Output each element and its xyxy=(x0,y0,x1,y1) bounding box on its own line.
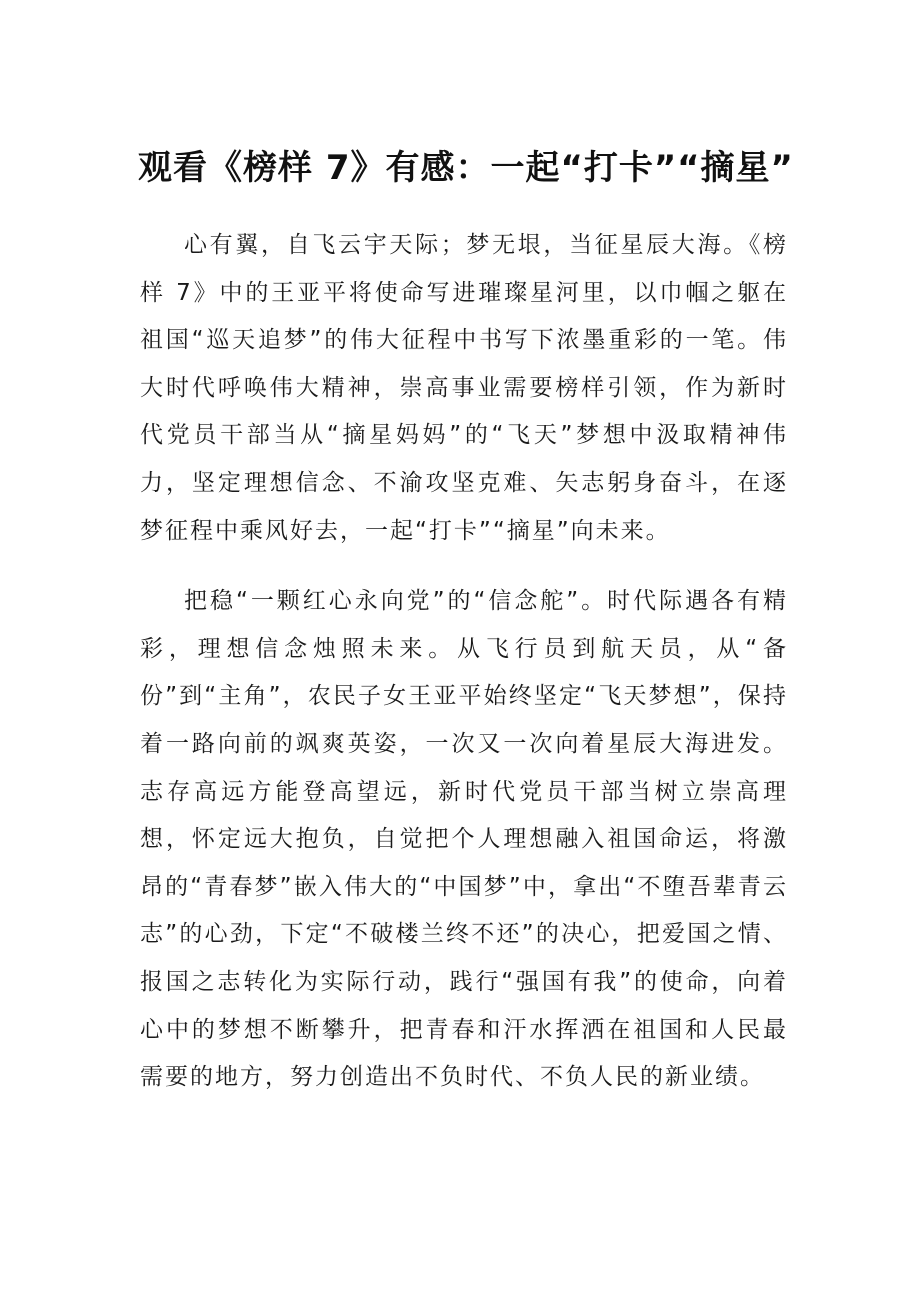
document-body xyxy=(140,222,788,1102)
document-title: 观看《榜样 7》有感：一起“打卡”“摘星” xyxy=(138,148,794,188)
paragraph-2: 把稳“一颗红心永向党”的“信念舵”。时代际遇各有精彩，理想信念烛照未来。从飞行员到航天员，从“备份”到“主角”，农民子女王亚平始终坚定“飞天梦想”，保持着一路向前的飒爽英姿，一次又一次向着星辰大海进发。志存高远方能登高望远，新时代党员干部当树立崇高理想，怀定远大抱负，自觉把个人理想融入祖国命运，将激昂的“青春梦”嵌入伟大的“中国梦”中，拿出“不堕吾辈青云志”的心劲，下定“不破楼兰终不还”的决心，把爱国之情、报国之志转化为实际行动，践行“强国有我”的使命，向着心中的梦想不断攀升，把青春和汗水挥洒在祖国和人民最需要的地方，努力创造出不负时代、不负人民的新业绩。 xyxy=(140,588,788,1091)
paragraph-1: 心有翼，自飞云宇天际；梦无垠，当征星辰大海。《榜样 7》中的王亚平将使命写进璀璨星河里，以巾帼之躯在祖国“巡天追梦”的伟大征程中书写下浓墨重彩的一笔。伟大时代呼唤伟大精神，崇高事业需要榜样引领，作为新时代党员干部当从“摘星妈妈”的“飞天”梦想中汲取精神伟力，坚定理想信念、不渝攻坚克难、矢志躬身奋斗，在逐梦征程中乘风好去，一起“打卡”“摘星”向未来。 xyxy=(140,232,788,544)
